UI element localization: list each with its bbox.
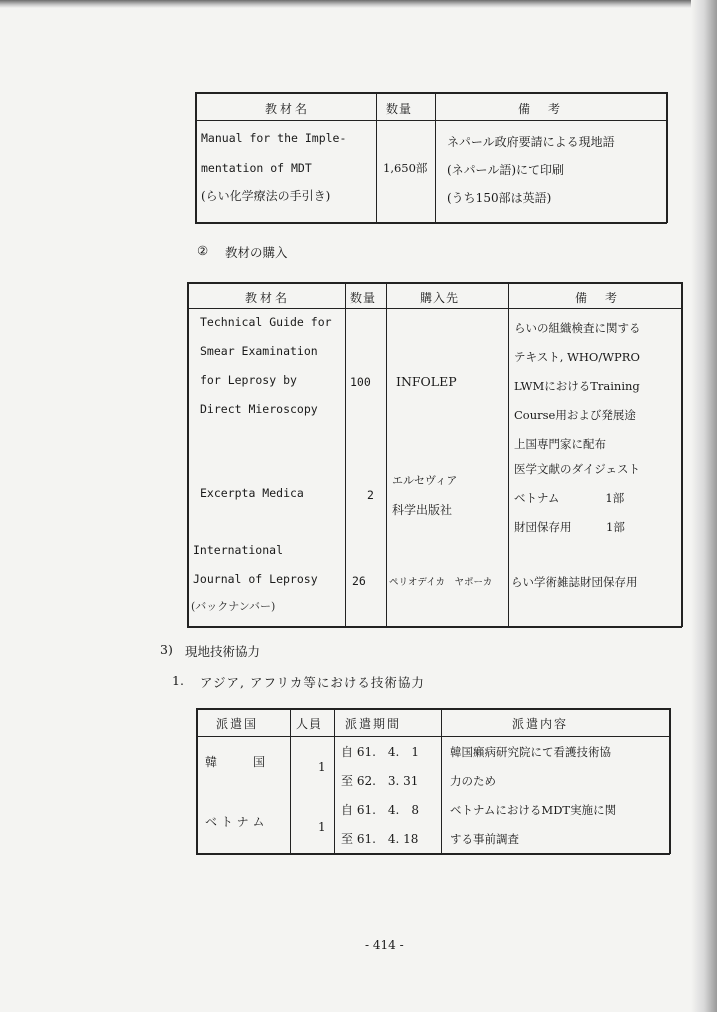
table2-row3-name-line: International [193, 543, 284, 557]
table2-row2-supplier-line: 科学出版社 [392, 503, 453, 517]
scan-shadow-top [0, 0, 717, 8]
table3-row1-from: 自 61. 4. 1 [341, 745, 419, 759]
section3-title: 現地技術協力 [185, 644, 261, 659]
table2-row2-remark-line: ベトナム 1部 [514, 491, 625, 505]
table3-row1-to: 至 62. 3. 31 [341, 774, 419, 788]
table2-row1-remark-line: らいの組織検査に関する [514, 321, 641, 335]
section3-number: 3) [160, 642, 173, 657]
table1-quantity: 1,650部 [383, 161, 428, 175]
table3-header-period: 派遣期間 [345, 717, 402, 731]
table1-remark-line: (ネパール語)にて印刷 [447, 163, 565, 177]
table3-row1-content-line: 韓国癩病研究院にて看護技術協 [450, 745, 611, 759]
subsection1-number: 1. [172, 673, 184, 688]
table2-row2-supplier-line: エルセヴィア [392, 474, 458, 487]
table3-header-content: 派遣内容 [512, 717, 569, 731]
table3-row1-country: 韓 国 [205, 755, 266, 769]
table3-header-people: 人員 [296, 717, 323, 731]
table3-header-country: 派遣国 [216, 717, 259, 731]
table2-row1-supplier: INFOLEP [396, 374, 457, 389]
table1-remark-line: ネパール政府要請による現地語 [447, 135, 615, 149]
table2-row2-remark-line: 財団保存用 1部 [514, 520, 625, 534]
table1-header-remarks: 備 考 [518, 102, 564, 116]
table2-row1-remark-line: Course用および発展途 [514, 408, 636, 422]
table2-row1-quantity: 100 [350, 375, 371, 389]
page-number: - 414 - [365, 938, 404, 952]
table2-row1-name-line: for Leprosy by [200, 373, 297, 387]
table2-row1-remark-line: LWMにおけるTraining [514, 379, 640, 393]
table1-remark-line: (うち150部は英語) [447, 191, 552, 205]
table2-row1-name-line: Direct Mieroscopy [200, 402, 318, 416]
table2-row1-name-line: Technical Guide for [200, 315, 332, 329]
table2-header-supplier: 購入先 [420, 291, 460, 305]
table3-row2-content-line: する事前調査 [450, 832, 519, 846]
table1-header-quantity: 数量 [386, 102, 413, 116]
table3-row2-to: 至 61. 4. 18 [341, 832, 419, 846]
table2-row3-supplier: ペリオデイカ ヤポーカ [389, 577, 493, 588]
table2-row3-quantity: 26 [352, 574, 366, 588]
table3-row2-country: ベ ト ナ ム [205, 815, 265, 829]
table3-row1-content-line: 力のため [450, 774, 496, 788]
table3-row2-from: 自 61. 4. 8 [341, 803, 419, 817]
section2-number: ② [197, 243, 209, 258]
table1-name-line: mentation of MDT [201, 161, 312, 175]
table2-row2-name-line: Excerpta Medica [200, 486, 304, 500]
table2-header-name: 教材名 [245, 291, 291, 305]
table3-row2-people: 1 [318, 820, 326, 834]
table1-name-line: Manual for the Imple- [201, 131, 347, 145]
table3-row2-content-line: ベトナムにおけるMDT実施に関 [450, 803, 617, 817]
table2-row1-remark-line: テキスト, WHO/WPRO [514, 350, 640, 364]
table2-header-quantity: 数量 [350, 291, 377, 305]
table2-header-remarks: 備 考 [575, 291, 621, 305]
section2-title: 教材の購入 [225, 245, 288, 260]
table2-row1-name-line: Smear Examination [200, 344, 318, 358]
scan-shadow-right [691, 0, 717, 1012]
table2-row1-remark-line: 上国専門家に配布 [514, 437, 606, 451]
table1-name-line: (らい化学療法の手引き) [201, 189, 331, 203]
table2-row3-name-line: (バックナンバー) [191, 600, 276, 613]
table2-row3-remark-line: らい学術雑誌財団保存用 [511, 575, 638, 589]
table3-row1-people: 1 [318, 760, 326, 774]
table2-row2-quantity: 2 [367, 488, 374, 502]
table2-row2-remark-line: 医学文献のダイジェスト [514, 462, 641, 476]
table1-header-name: 教材名 [265, 102, 311, 116]
subsection1-title: アジア, アフリカ等における技術協力 [200, 675, 425, 690]
table2-row3-name-line: Journal of Leprosy [193, 572, 318, 586]
